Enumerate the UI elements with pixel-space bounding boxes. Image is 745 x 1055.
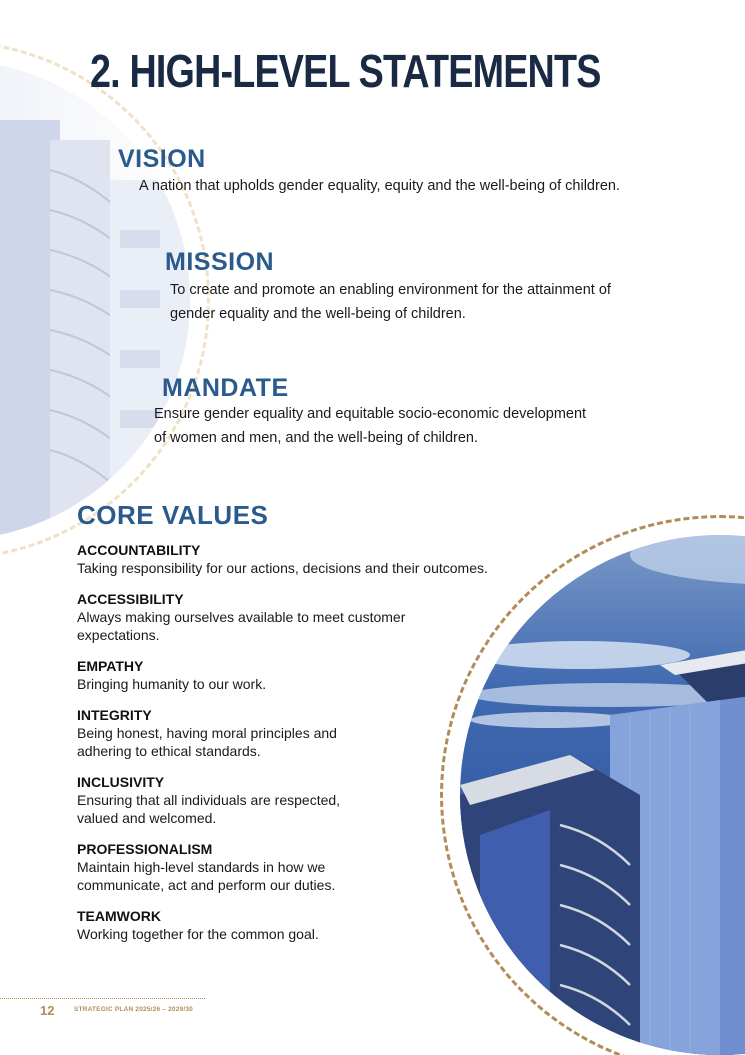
core-value-description: Maintain high-level standards in how we xyxy=(77,859,326,875)
mandate-line-2: of women and men, and the well-being of children. xyxy=(154,430,479,446)
core-value-description: Always making ourselves available to meet customer xyxy=(77,609,406,625)
core-value-description-cont: expectations. xyxy=(77,627,160,643)
mission-heading: MISSION xyxy=(165,248,275,276)
core-value-accountability xyxy=(77,542,537,577)
core-value-name: ACCOUNTABILITY xyxy=(77,542,201,558)
mission-line-2: gender equality and the well-being of children. xyxy=(170,306,466,322)
core-value-name: EMPATHY xyxy=(77,658,144,674)
vision-text: A nation that upholds gender equality, equity and the well-being of children. xyxy=(139,178,620,194)
core-value-empathy xyxy=(77,658,537,693)
mission-text xyxy=(170,278,611,326)
mandate-heading: MANDATE xyxy=(162,374,289,402)
core-value-integrity xyxy=(77,707,537,760)
core-value-description: Working together for the common goal. xyxy=(77,926,319,942)
core-value-name: INTEGRITY xyxy=(77,707,152,723)
mission-line-1: To create and promote an enabling environment for the attainment of xyxy=(170,282,611,298)
core-value-accessibility xyxy=(77,591,537,644)
core-value-name: INCLUSIVITY xyxy=(77,774,165,790)
footer-divider xyxy=(0,998,205,999)
core-value-description-cont: communicate, act and perform our duties. xyxy=(77,877,336,893)
core-value-inclusivity xyxy=(77,774,537,827)
page-title: 2. HIGH-LEVEL STATEMENTS xyxy=(90,45,601,97)
core-value-name: ACCESSIBILITY xyxy=(77,591,184,607)
core-value-description: Taking responsibility for our actions, decisions and their outcomes. xyxy=(77,560,488,576)
core-value-teamwork xyxy=(77,908,537,943)
core-values-list xyxy=(77,542,537,957)
core-value-description: Ensuring that all individuals are respected, xyxy=(77,792,341,808)
mandate-text xyxy=(154,402,586,450)
vision-heading: VISION xyxy=(118,145,206,173)
core-value-description: Bringing humanity to our work. xyxy=(77,676,267,692)
core-value-description: Being honest, having moral principles and xyxy=(77,725,337,741)
core-values-heading: CORE VALUES xyxy=(77,500,269,530)
core-value-name: TEAMWORK xyxy=(77,908,161,924)
footer-document-title: STRATEGIC PLAN 2025/26 – 2029/30 xyxy=(74,1006,193,1013)
core-value-description-cont: adhering to ethical standards. xyxy=(77,743,261,759)
core-value-description-cont: valued and welcomed. xyxy=(77,810,217,826)
core-value-professionalism xyxy=(77,841,537,894)
left-building-photo xyxy=(0,60,190,540)
mandate-line-1: Ensure gender equality and equitable socio-economic development xyxy=(154,406,587,422)
page-number: 12 xyxy=(40,1003,55,1018)
core-value-name: PROFESSIONALISM xyxy=(77,841,213,857)
